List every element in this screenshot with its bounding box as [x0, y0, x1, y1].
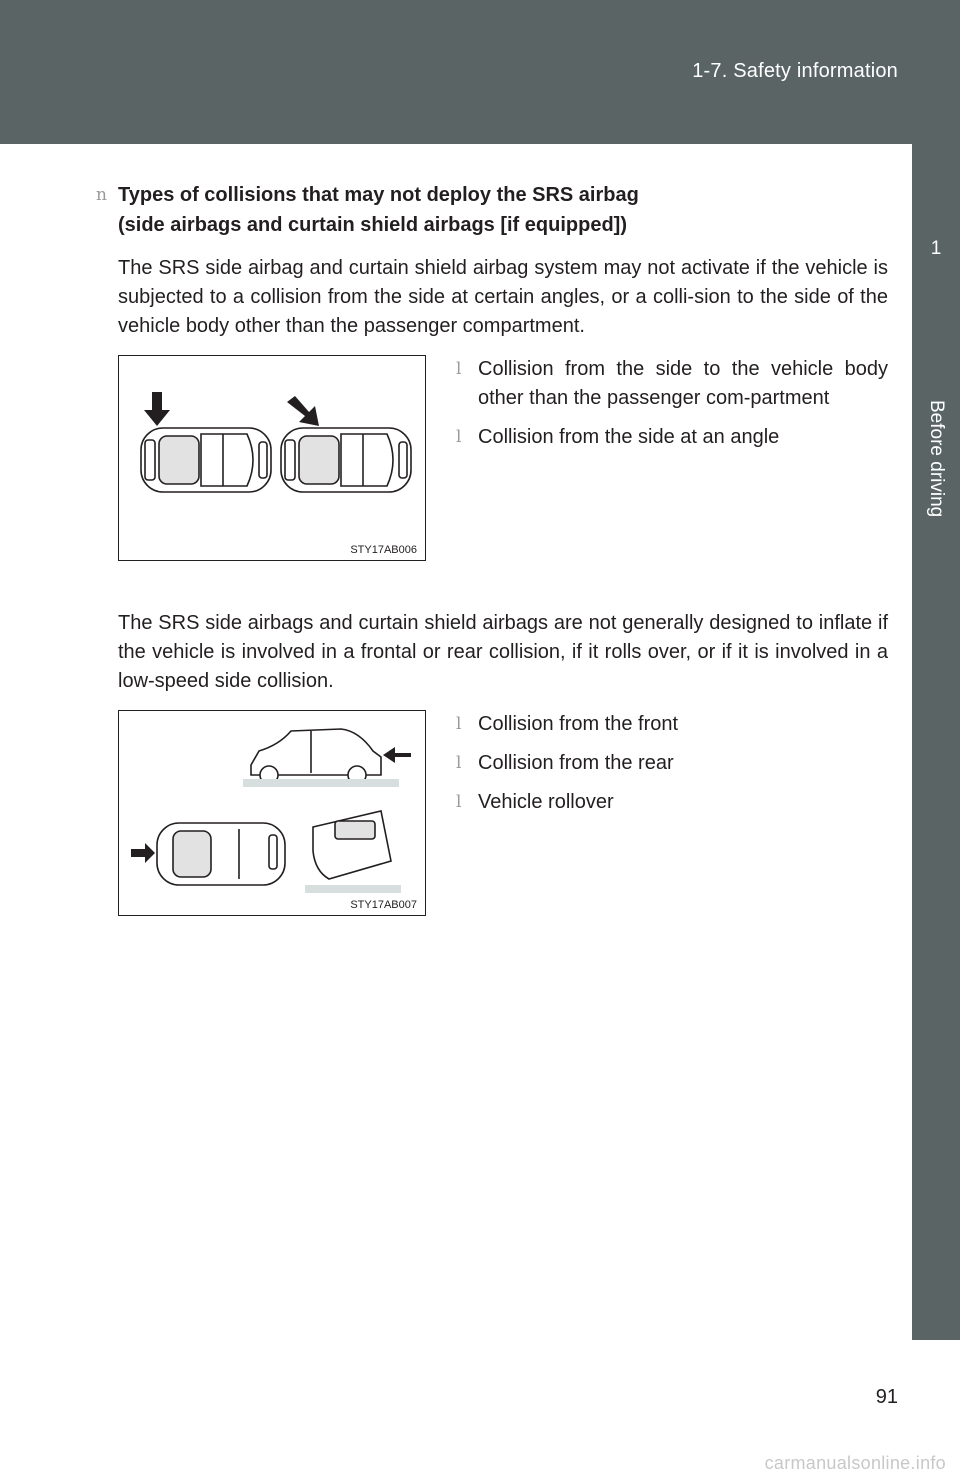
car-top-view-3	[157, 823, 285, 885]
bullet-marker: l	[456, 427, 462, 447]
section-title: 1-7. Safety information	[692, 60, 898, 82]
side-collision-drawing	[119, 356, 425, 560]
bullet-item: l Collision from the side at an angle	[456, 423, 888, 452]
section-heading	[96, 180, 888, 240]
page-header	[0, 0, 960, 144]
bullet-item: l Collision from the side to the vehicle body other than the passenger com-partment	[456, 355, 888, 413]
arrow-down	[144, 392, 170, 426]
arrow-front	[131, 843, 155, 863]
ground-line-2	[305, 885, 401, 893]
car-top-view-2	[281, 428, 411, 492]
page-content	[96, 180, 888, 950]
bullet-marker: l	[456, 359, 462, 379]
illustration-side-collisions	[118, 355, 426, 561]
chapter-label: Before driving	[926, 400, 947, 518]
chapter-number: 1	[930, 238, 942, 259]
ground-line	[243, 779, 399, 787]
front-rear-rollover-drawing	[119, 711, 425, 915]
bullet-marker: l	[456, 714, 462, 734]
bullet-item: l Vehicle rollover	[456, 788, 888, 817]
paragraph-side-collision: The SRS side airbag and curtain shield airbag system may not activate if the vehicle is subjected to a collision from the side at certain angles, or a colli-sion to the side of the vehicle body other than the passenger compartment.	[118, 257, 888, 337]
heading-marker: n	[96, 185, 107, 205]
bullet-marker: l	[456, 753, 462, 773]
watermark: carmanualsonline.info	[764, 1453, 946, 1473]
illustration-front-rear-rollover	[118, 710, 426, 916]
heading-line-2: (side airbags and curtain shield airbags [if equipped])	[118, 214, 627, 236]
car-rollover	[313, 811, 391, 879]
arrow-rear	[383, 747, 411, 763]
chapter-label-wrap	[912, 374, 960, 544]
car-side-view	[251, 729, 381, 784]
bullet-item: l Collision from the rear	[456, 749, 888, 778]
figure-block-2	[118, 710, 888, 950]
car-top-view-1	[141, 428, 271, 492]
heading-line-1: Types of collisions that may not deploy the SRS airbag	[118, 184, 639, 206]
arrow-diagonal	[287, 396, 319, 426]
bullet-list-2	[456, 710, 888, 827]
figure-block-1	[118, 355, 888, 595]
bullet-marker: l	[456, 792, 462, 812]
figure-code: STY17AB006	[350, 544, 417, 556]
bullet-item: l Collision from the front	[456, 710, 888, 739]
bullet-list-1	[456, 355, 888, 462]
paragraph-front-rear: The SRS side airbags and curtain shield airbags are not generally designed to inflate if the vehicle is involved in a frontal or rear collision, if it rolls over, or if it is involved in a low-speed side collision.	[118, 612, 888, 692]
page-number: 91	[875, 1386, 898, 1408]
figure-code: STY17AB007	[350, 899, 417, 911]
